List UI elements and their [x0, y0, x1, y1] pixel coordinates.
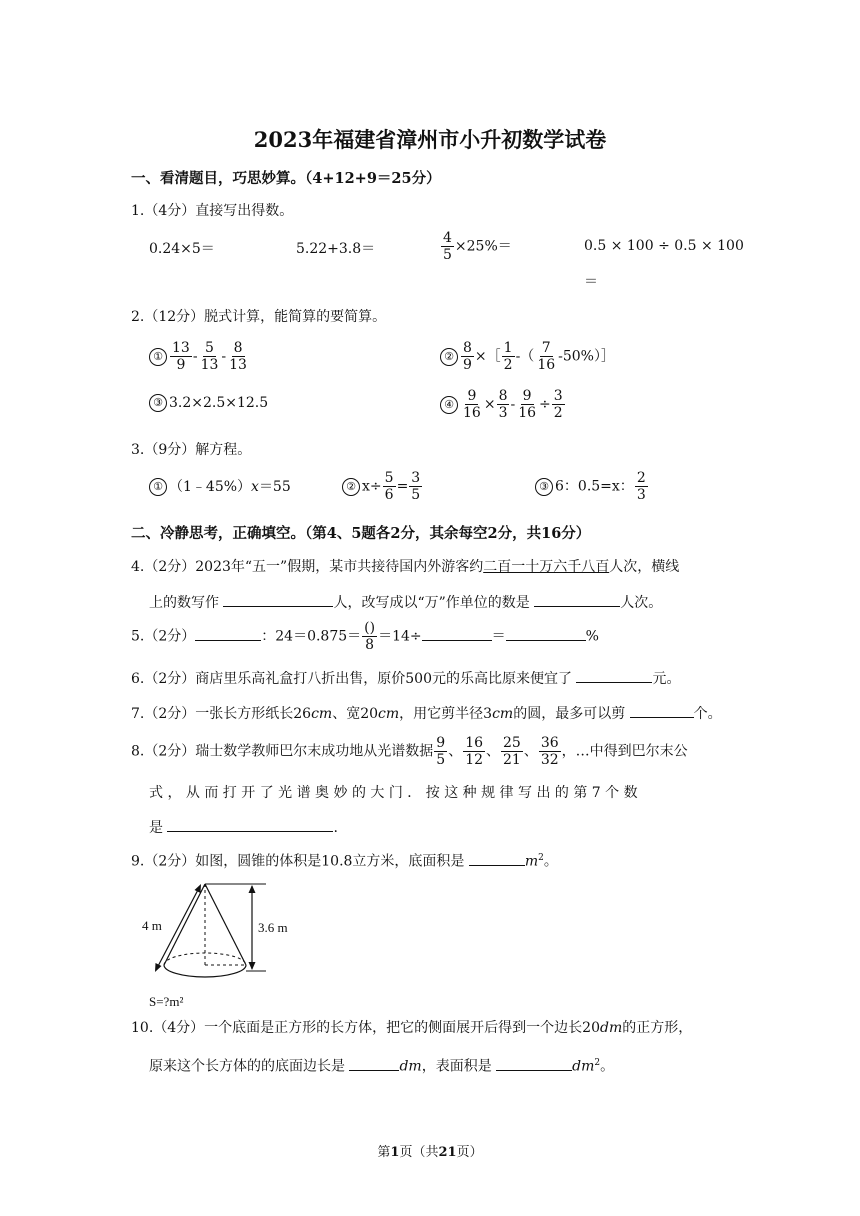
- q4-answer-blank-1: [223, 592, 333, 607]
- page-footer: 第1页（共21页）: [377, 1145, 483, 1160]
- question-2-heading: 2.（12分）脱式计算，能简算的要简算。: [131, 309, 387, 325]
- q2-expression-3: ③ 3.2×2.5×12.5: [149, 394, 268, 412]
- question-10-line-2: 原来这个长方体的的底面边长是 dm，表面积是 $dm^2$。: [149, 1053, 614, 1077]
- base-area-label: S=?m²: [149, 994, 184, 1009]
- height-label: 3.6 m: [258, 920, 288, 935]
- q1-item-d: 0.5 × 100 ÷ 0.5 × 100: [584, 238, 744, 254]
- slant-arrow: [156, 886, 200, 970]
- question-8-line-2: 式 ， 从 而 打 开 了 光 谱 奥 妙 的 大 门 ． 按 这 种 规 律 写 出 的 第 7 个 数: [149, 785, 638, 801]
- question-7: 7.（2分）一张长方形纸长26cm、宽20cm，用它剪半径3cm的圆，最多可以剪 个。: [131, 703, 722, 724]
- q6-answer-blank: [576, 668, 652, 683]
- height-arrow-bottom-head: [249, 962, 256, 970]
- q1-item-b: 5.22+3.8＝: [296, 241, 376, 257]
- q5-answer-blank-3: [506, 626, 586, 641]
- section-two-heading: 二、冷静思考，正确填空。（第4、5题各2分，其余每空2分，共16分）: [131, 525, 591, 542]
- question-5: 5.（2分） ：24＝0.875＝ $\frac{()}{8}$ ＝14÷ ＝ %: [131, 620, 599, 653]
- q3-equation-3: ③ 6：0.5=x： $\frac{2}{3}$: [535, 470, 649, 503]
- question-10-line-1: 10.（4分）一个底面是正方形的长方体，把它的侧面展开后得到一个边长20dm的正方形，: [131, 1020, 693, 1036]
- q8-answer-blank: [167, 817, 333, 832]
- height-arrow-top-head: [249, 885, 256, 893]
- question-9: 9.（2分）如图，圆锥的体积是10.8立方米，底面积是 $m^2$。: [131, 848, 558, 872]
- question-6: 6.（2分）商店里乐高礼盒打八折出售，原价500元的乐高比原来便宜了 元。: [131, 668, 680, 689]
- q2-expression-4: ④ $\frac{9}{16}$ × $\frac{8}{3}$ - $\frac{9}{16}$ ÷ $\frac{3}{2}$: [440, 388, 566, 421]
- q3-equation-2: ② x÷ $\frac{5}{6}$ = $\frac{3}{5}$: [342, 470, 423, 503]
- slant-arrow-bottom-head: [155, 963, 162, 972]
- slant-label: 4 m: [142, 918, 162, 933]
- question-4-line-1: 4.（2分）2023年“五一”假期，某市共接待国内外游客约二百一十万六千八百人次，横线: [131, 559, 680, 575]
- question-3-heading: 3.（9分）解方程。: [131, 442, 252, 458]
- q7-answer-blank: [630, 703, 694, 718]
- exam-title: 2023年福建省漳州市小升初数学试卷: [253, 127, 607, 152]
- slant-arrow-top-head: [195, 884, 202, 893]
- q1-item-c: $\frac{4}{5}$ ×25%＝: [443, 230, 512, 263]
- cone-figure: [140, 872, 310, 1012]
- q2-expression-2: ② $\frac{8}{9}$ ×［ $\frac{1}{2}$ -（ $\frac{7}{16}$ -50%）］: [440, 340, 615, 373]
- q3-equation-1: ① （1﹣45%）x＝55: [149, 476, 291, 496]
- section-one-heading: 一、看清题目，巧思妙算。（4+12+9＝25分）: [131, 170, 441, 187]
- q5-answer-blank-2: [422, 626, 492, 641]
- q2-expression-1: ① $\frac{13}{9}$ - $\frac{5}{13}$ - $\frac{8}{13}$: [149, 340, 250, 373]
- question-1-heading: 1.（4分）直接写出得数。: [131, 203, 294, 219]
- cone-base-front: [164, 965, 246, 977]
- q5-answer-blank-1: [195, 626, 261, 641]
- question-8-line-1: 8.（2分）瑞士数学教师巴尔末成功地从光谱数据 $\frac{9}{5}$ 、 $\frac{16}{12}$ 、 $\frac{25}{21}$ 、 $\frac{36}{32}$ ，…中得到巴尔末公: [131, 735, 688, 768]
- q1-item-a: 0.24×5＝: [149, 241, 215, 257]
- q10-answer-blank-1: [349, 1056, 399, 1071]
- question-8-line-3: 是 .: [149, 817, 338, 838]
- q10-answer-blank-2: [496, 1056, 572, 1071]
- q1-item-d-equals: ＝: [584, 274, 598, 290]
- q9-answer-blank: [469, 851, 525, 866]
- q4-answer-blank-2: [534, 592, 620, 607]
- question-4-line-2: 上的数写作 人，改写成以“万”作单位的数是 人次。: [149, 592, 662, 613]
